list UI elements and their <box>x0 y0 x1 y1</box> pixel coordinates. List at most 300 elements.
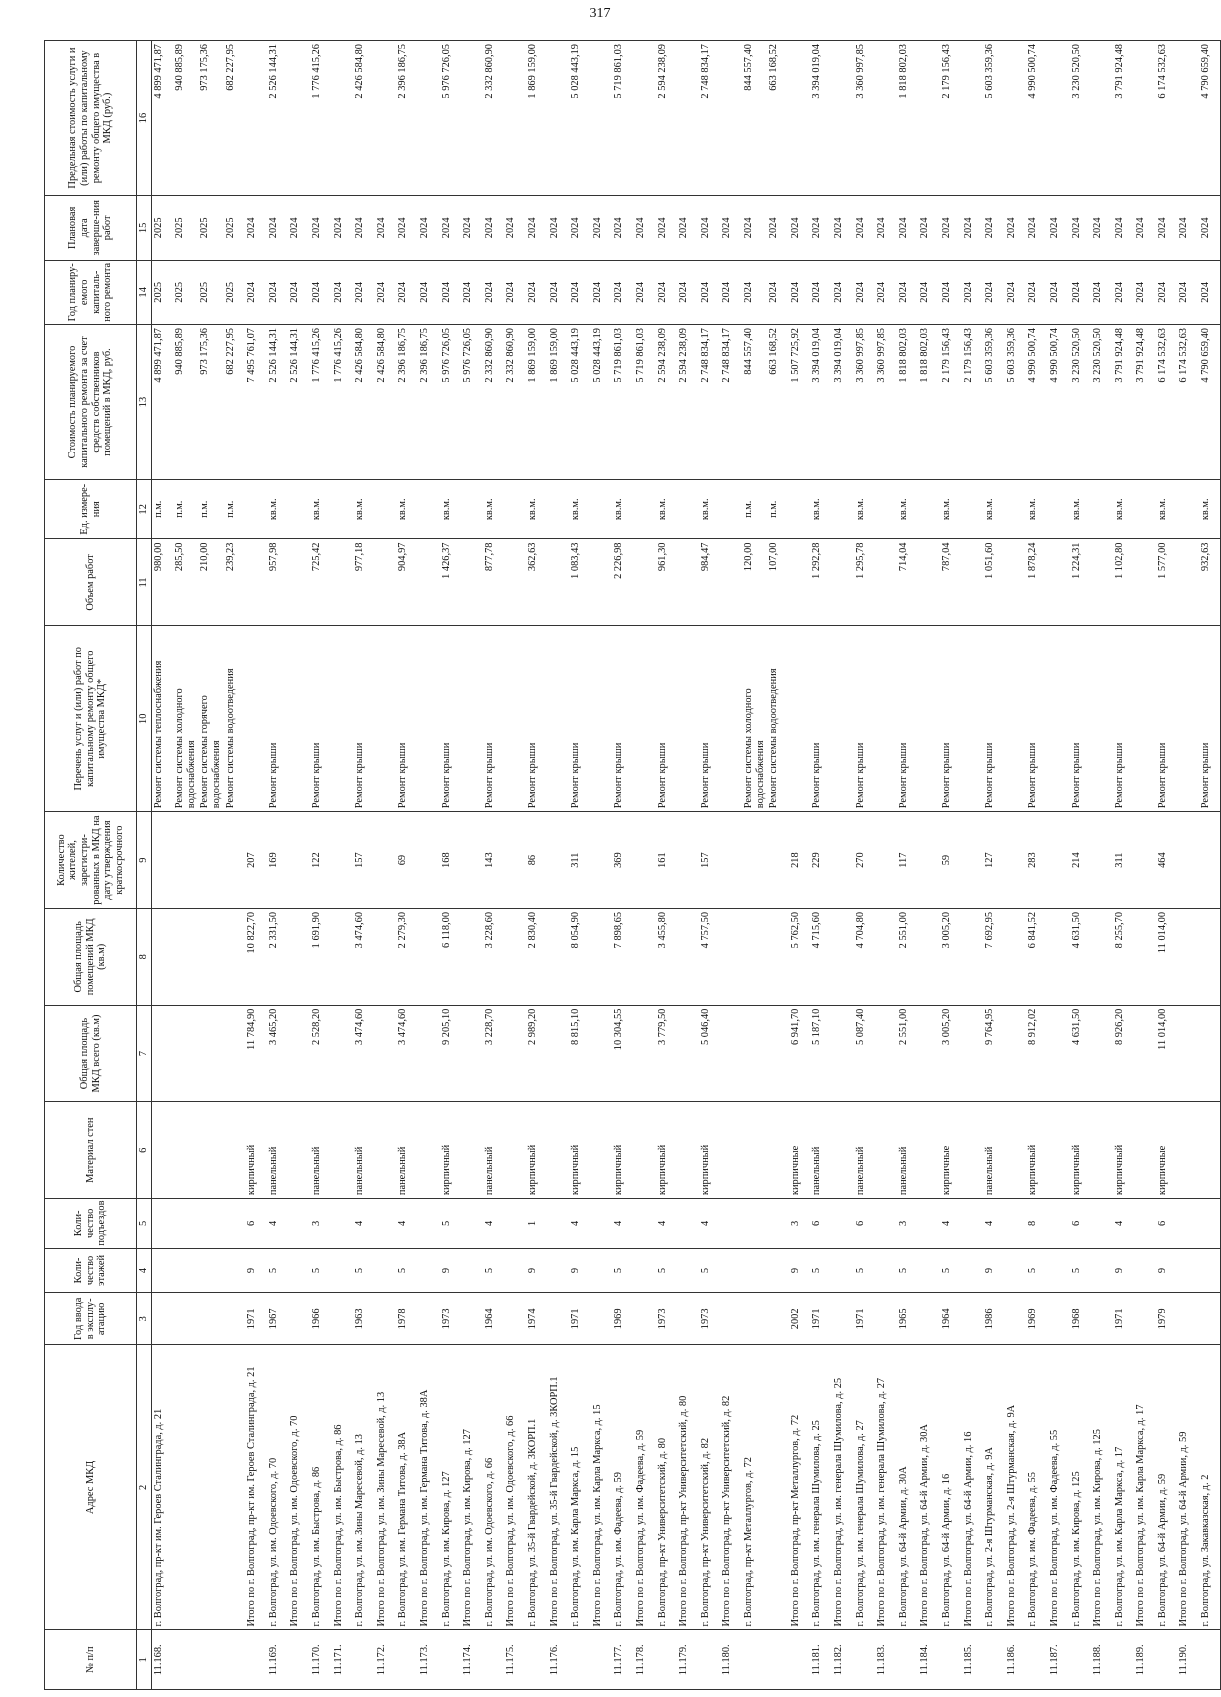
work-volume-cell <box>789 539 811 626</box>
entrances-cell: 4 <box>1113 1199 1135 1249</box>
completion-date-cell: 2024 <box>854 196 876 260</box>
work-type-cell: Ремонт системы холодного водоснабжения <box>742 626 767 812</box>
address-cell: г. Волгоград, ул. им. Быстрова, д. 86 <box>310 1345 332 1630</box>
limit-cost-cell: 4 899 471,87 <box>152 41 174 196</box>
residents-cell <box>1177 812 1199 909</box>
entrances-cell <box>962 1199 984 1249</box>
table-row <box>720 41 742 1690</box>
col-header: Материал стен <box>45 1102 137 1199</box>
work-volume-cell: 1 577,00 <box>1156 539 1178 626</box>
address-cell <box>198 1345 223 1630</box>
entrances-cell <box>832 1199 854 1249</box>
repair-year-cell: 2024 <box>677 260 699 324</box>
completion-date-cell: 2024 <box>656 196 678 260</box>
cost-cell: 1 776 415,26 <box>310 325 332 480</box>
unit-cell: кв.м. <box>854 480 876 540</box>
address-cell: Итого по г. Волгоград, ул. 64-й Армии, д. 16 <box>962 1345 984 1630</box>
completion-date-cell: 2024 <box>767 196 789 260</box>
row-number-cell <box>897 1630 919 1690</box>
table-row <box>1026 41 1048 1690</box>
year-built-cell <box>591 1293 613 1345</box>
unit-cell <box>875 480 897 540</box>
work-volume-cell <box>461 539 483 626</box>
limit-cost-cell: 5 028 443,19 <box>569 41 591 196</box>
total-area-cell <box>962 1005 984 1102</box>
row-number-cell <box>789 1630 811 1690</box>
work-volume-cell: 362,63 <box>526 539 548 626</box>
limit-cost-cell: 5 603 359,36 <box>983 41 1005 196</box>
cost-cell: 5 976 726,05 <box>461 325 483 480</box>
unit-cell: кв.м. <box>810 480 832 540</box>
wall-material-cell: кирпичный <box>612 1102 634 1199</box>
year-built-cell: 1971 <box>854 1293 876 1345</box>
premises-area-cell <box>1005 908 1027 1005</box>
premises-area-cell <box>677 908 699 1005</box>
premises-area-cell: 2 830,40 <box>526 908 548 1005</box>
completion-date-cell: 2024 <box>1048 196 1070 260</box>
limit-cost-cell: 3 394 019,04 <box>810 41 832 196</box>
work-type-cell <box>1177 626 1199 812</box>
floors-cell <box>875 1248 897 1293</box>
premises-area-cell <box>288 908 310 1005</box>
premises-area-cell: 3 228,60 <box>483 908 505 1005</box>
limit-cost-cell: 4 990 500,74 <box>1026 41 1048 196</box>
completion-date-cell: 2024 <box>832 196 854 260</box>
residents-cell <box>591 812 613 909</box>
total-area-cell: 9 764,95 <box>983 1005 1005 1102</box>
unit-cell <box>720 480 742 540</box>
cost-cell: 1 507 725,92 <box>789 325 811 480</box>
cost-cell: 5 719 861,03 <box>634 325 656 480</box>
repair-year-cell: 2024 <box>310 260 332 324</box>
limit-cost-cell <box>1048 41 1070 196</box>
repair-year-cell: 2024 <box>461 260 483 324</box>
entrances-cell: 4 <box>656 1199 678 1249</box>
limit-cost-cell <box>245 41 267 196</box>
repair-year-cell: 2024 <box>396 260 418 324</box>
row-number-cell: 11.170. <box>310 1630 332 1690</box>
table-row <box>1134 41 1156 1690</box>
completion-date-cell: 2024 <box>1026 196 1048 260</box>
floors-cell <box>1199 1248 1221 1293</box>
col-header: Адрес МКД <box>45 1345 137 1630</box>
floors-cell: 5 <box>656 1248 678 1293</box>
work-type-cell <box>789 626 811 812</box>
premises-area-cell <box>742 908 767 1005</box>
floors-cell: 5 <box>940 1248 962 1293</box>
work-type-cell: Ремонт крыши <box>1113 626 1135 812</box>
row-number-cell <box>1199 1630 1221 1690</box>
work-volume-cell <box>1177 539 1199 626</box>
col-number: 5 <box>137 1199 152 1249</box>
cost-cell: 6 174 532,63 <box>1156 325 1178 480</box>
address-cell <box>224 1345 246 1630</box>
premises-area-cell <box>1134 908 1156 1005</box>
year-built-cell: 1966 <box>310 1293 332 1345</box>
wall-material-cell: кирпичный <box>1113 1102 1135 1199</box>
year-built-cell <box>1134 1293 1156 1345</box>
col-number: 11 <box>137 539 152 626</box>
work-volume-cell: 1 426,37 <box>440 539 462 626</box>
floors-cell: 5 <box>1070 1248 1092 1293</box>
table-row <box>1005 41 1027 1690</box>
row-number-cell: 11.186. <box>1005 1630 1027 1690</box>
premises-area-cell <box>634 908 656 1005</box>
floors-cell <box>1005 1248 1027 1293</box>
address-cell: г. Волгоград, ул. 35-й Гвардейской, д. 3КОРП.1 <box>526 1345 548 1630</box>
entrances-cell: 4 <box>940 1199 962 1249</box>
limit-cost-cell: 5 976 726,05 <box>440 41 462 196</box>
total-area-cell: 3 474,60 <box>396 1005 418 1102</box>
work-type-cell: Ремонт крыши <box>854 626 876 812</box>
wall-material-cell: панельный <box>396 1102 418 1199</box>
year-built-cell: 1971 <box>245 1293 267 1345</box>
floors-cell <box>504 1248 526 1293</box>
total-area-cell <box>677 1005 699 1102</box>
entrances-cell <box>742 1199 767 1249</box>
unit-cell <box>375 480 397 540</box>
table-row <box>224 41 246 1690</box>
floors-cell <box>198 1248 223 1293</box>
address-cell: Итого по г. Волгоград, ул. им. Фадеева, д. 55 <box>1048 1345 1070 1630</box>
entrances-cell <box>504 1199 526 1249</box>
table-row <box>940 41 962 1690</box>
total-area-cell <box>332 1005 354 1102</box>
wall-material-cell: панельный <box>983 1102 1005 1199</box>
completion-date-cell: 2024 <box>440 196 462 260</box>
year-built-cell <box>875 1293 897 1345</box>
year-built-cell <box>288 1293 310 1345</box>
total-area-cell: 2 551,00 <box>897 1005 919 1102</box>
repair-year-cell: 2024 <box>526 260 548 324</box>
table-row <box>526 41 548 1690</box>
completion-date-cell: 2025 <box>152 196 174 260</box>
address-cell: г. Волгоград, ул. 64-й Армии, д. 59 <box>1156 1345 1178 1630</box>
address-cell: Итого по г. Волгоград, ул. им. генерала Шумилова, д. 25 <box>832 1345 854 1630</box>
table-row <box>310 41 332 1690</box>
total-area-cell: 4 631,50 <box>1070 1005 1092 1102</box>
total-area-cell: 2 989,20 <box>526 1005 548 1102</box>
work-type-cell <box>288 626 310 812</box>
repair-year-cell: 2024 <box>634 260 656 324</box>
limit-cost-cell <box>875 41 897 196</box>
completion-date-cell: 2024 <box>1177 196 1199 260</box>
residents-cell: 157 <box>699 812 721 909</box>
premises-area-cell: 2 551,00 <box>897 908 919 1005</box>
entrances-cell: 4 <box>983 1199 1005 1249</box>
residents-cell: 369 <box>612 812 634 909</box>
unit-cell: кв.м. <box>1199 480 1221 540</box>
residents-cell <box>288 812 310 909</box>
completion-date-cell: 2024 <box>677 196 699 260</box>
residents-cell: 207 <box>245 812 267 909</box>
address-cell: г. Волгоград, ул. им. Фадеева, д. 55 <box>1026 1345 1048 1630</box>
address-cell: г. Волгоград, ул. им. Кирова, д. 127 <box>440 1345 462 1630</box>
completion-date-cell: 2024 <box>918 196 940 260</box>
wall-material-cell <box>375 1102 397 1199</box>
year-built-cell: 1973 <box>699 1293 721 1345</box>
entrances-cell <box>1199 1199 1221 1249</box>
unit-cell <box>288 480 310 540</box>
cost-cell: 2 526 144,31 <box>267 325 289 480</box>
row-number-cell: 11.171. <box>332 1630 354 1690</box>
cost-cell: 5 603 359,36 <box>1005 325 1027 480</box>
work-volume-cell: 1 102,80 <box>1113 539 1135 626</box>
wall-material-cell <box>418 1102 440 1199</box>
cost-cell: 5 976 726,05 <box>440 325 462 480</box>
residents-cell <box>224 812 246 909</box>
repair-year-cell: 2024 <box>983 260 1005 324</box>
residents-cell <box>677 812 699 909</box>
work-type-cell: Ремонт крыши <box>353 626 375 812</box>
wall-material-cell: панельный <box>897 1102 919 1199</box>
residents-cell: 214 <box>1070 812 1092 909</box>
completion-date-cell: 2024 <box>940 196 962 260</box>
limit-cost-cell <box>375 41 397 196</box>
floors-cell <box>152 1248 174 1293</box>
entrances-cell: 4 <box>353 1199 375 1249</box>
cost-cell: 2 396 186,75 <box>418 325 440 480</box>
wall-material-cell: панельный <box>267 1102 289 1199</box>
residents-cell <box>832 812 854 909</box>
table-row <box>983 41 1005 1690</box>
completion-date-cell: 2024 <box>245 196 267 260</box>
address-cell: г. Волгоград, пр-кт Металлургов, д. 72 <box>742 1345 767 1630</box>
col-header: Год ввода в эксплу-атацию <box>45 1293 137 1345</box>
col-number: 1 <box>137 1630 152 1690</box>
year-built-cell: 1973 <box>656 1293 678 1345</box>
work-volume-cell <box>918 539 940 626</box>
year-built-cell: 1971 <box>1113 1293 1135 1345</box>
wall-material-cell <box>548 1102 570 1199</box>
year-built-cell <box>152 1293 174 1345</box>
work-type-cell <box>1134 626 1156 812</box>
col-header: Год планиру-емого капиталь-ного ремонта <box>45 260 137 324</box>
floors-cell: 9 <box>569 1248 591 1293</box>
total-area-cell: 3 465,20 <box>267 1005 289 1102</box>
cost-cell: 973 175,36 <box>198 325 223 480</box>
work-volume-cell: 1 295,78 <box>854 539 876 626</box>
floors-cell <box>1177 1248 1199 1293</box>
year-built-cell: 1973 <box>440 1293 462 1345</box>
address-cell: г. Волгоград, ул. им. Одоевского, д. 66 <box>483 1345 505 1630</box>
completion-date-cell: 2024 <box>810 196 832 260</box>
year-built-cell <box>767 1293 789 1345</box>
address-cell: г. Волгоград, ул. им. Фадеева, д. 59 <box>612 1345 634 1630</box>
entrances-cell <box>1177 1199 1199 1249</box>
total-area-cell: 11 014,00 <box>1156 1005 1178 1102</box>
year-built-cell <box>548 1293 570 1345</box>
unit-cell <box>918 480 940 540</box>
table-body <box>152 41 1221 1690</box>
row-number-cell <box>742 1630 767 1690</box>
total-area-cell <box>548 1005 570 1102</box>
col-header: Объем работ <box>45 539 137 626</box>
entrances-cell <box>173 1199 198 1249</box>
total-area-cell: 6 941,70 <box>789 1005 811 1102</box>
address-cell: г. Волгоград, ул. 2-я Штурманская, д. 9А <box>983 1345 1005 1630</box>
work-type-cell: Ремонт крыши <box>310 626 332 812</box>
work-type-cell <box>677 626 699 812</box>
year-built-cell <box>1177 1293 1199 1345</box>
limit-cost-cell: 5 719 861,03 <box>612 41 634 196</box>
table-row <box>245 41 267 1690</box>
col-header: Стоимость планируемого капитального ремонта за счет средств собственников помещений в МКД, руб. <box>45 325 137 480</box>
premises-area-cell: 3 005,20 <box>940 908 962 1005</box>
limit-cost-cell: 663 168,52 <box>767 41 789 196</box>
work-volume-cell <box>962 539 984 626</box>
unit-cell: кв.м. <box>1113 480 1135 540</box>
entrances-cell: 3 <box>789 1199 811 1249</box>
work-type-cell <box>504 626 526 812</box>
repair-year-cell: 2024 <box>854 260 876 324</box>
total-area-cell: 8 926,20 <box>1113 1005 1135 1102</box>
entrances-cell <box>720 1199 742 1249</box>
cost-cell: 5 719 861,03 <box>612 325 634 480</box>
table-row <box>288 41 310 1690</box>
unit-cell: кв.м. <box>1070 480 1092 540</box>
limit-cost-cell <box>418 41 440 196</box>
year-built-cell <box>418 1293 440 1345</box>
col-header: Плановая дата заверше-ния работ <box>45 196 137 260</box>
table-row <box>1156 41 1178 1690</box>
row-number-cell: 11.177. <box>612 1630 634 1690</box>
completion-date-cell: 2024 <box>267 196 289 260</box>
wall-material-cell: кирпичный <box>656 1102 678 1199</box>
floors-cell: 5 <box>612 1248 634 1293</box>
row-number-cell <box>483 1630 505 1690</box>
row-number-cell: 11.174. <box>461 1630 483 1690</box>
repair-year-cell: 2024 <box>245 260 267 324</box>
cost-cell: 5 028 443,19 <box>569 325 591 480</box>
limit-cost-cell: 3 360 997,85 <box>854 41 876 196</box>
work-type-cell <box>1048 626 1070 812</box>
floors-cell <box>742 1248 767 1293</box>
table-row <box>962 41 984 1690</box>
total-area-cell: 5 187,10 <box>810 1005 832 1102</box>
row-number-cell <box>1113 1630 1135 1690</box>
entrances-cell: 4 <box>699 1199 721 1249</box>
address-cell: г. Волгоград, ул. им. генерала Шумилова, д. 27 <box>854 1345 876 1630</box>
wall-material-cell <box>634 1102 656 1199</box>
residents-cell: 127 <box>983 812 1005 909</box>
repair-year-cell: 2024 <box>569 260 591 324</box>
total-area-cell <box>767 1005 789 1102</box>
address-cell <box>173 1345 198 1630</box>
floors-cell <box>461 1248 483 1293</box>
address-cell: Итого по г. Волгоград, пр-кт им. Героев Сталинграда, д. 21 <box>245 1345 267 1630</box>
work-volume-cell: 787,04 <box>940 539 962 626</box>
row-number-cell: 11.173. <box>418 1630 440 1690</box>
entrances-cell <box>875 1199 897 1249</box>
cost-cell: 4 899 471,87 <box>152 325 174 480</box>
completion-date-cell: 2024 <box>1134 196 1156 260</box>
row-number-cell <box>940 1630 962 1690</box>
entrances-cell: 6 <box>245 1199 267 1249</box>
repair-year-cell: 2024 <box>353 260 375 324</box>
wall-material-cell <box>1091 1102 1113 1199</box>
unit-cell: п.м. <box>742 480 767 540</box>
residents-cell <box>720 812 742 909</box>
col-number: 16 <box>137 41 152 196</box>
premises-area-cell <box>224 908 246 1005</box>
completion-date-cell: 2024 <box>875 196 897 260</box>
table-row <box>569 41 591 1690</box>
table-row <box>634 41 656 1690</box>
wall-material-cell: кирпичный <box>569 1102 591 1199</box>
wall-material-cell <box>461 1102 483 1199</box>
page-number: 317 <box>589 6 611 21</box>
residents-cell <box>875 812 897 909</box>
year-built-cell: 1971 <box>810 1293 832 1345</box>
row-number-cell: 11.176. <box>548 1630 570 1690</box>
repair-year-cell: 2024 <box>1070 260 1092 324</box>
floors-cell <box>548 1248 570 1293</box>
completion-date-cell: 2024 <box>353 196 375 260</box>
work-type-cell: Ремонт крыши <box>1199 626 1221 812</box>
row-number-cell <box>396 1630 418 1690</box>
address-cell: г. Волгоград, ул. им. Карла Маркса, д. 15 <box>569 1345 591 1630</box>
work-type-cell <box>634 626 656 812</box>
total-area-cell: 3 228,70 <box>483 1005 505 1102</box>
cost-cell: 2 526 144,31 <box>288 325 310 480</box>
completion-date-cell: 2024 <box>612 196 634 260</box>
limit-cost-cell: 2 526 144,31 <box>267 41 289 196</box>
address-cell <box>767 1345 789 1630</box>
completion-date-cell: 2024 <box>375 196 397 260</box>
entrances-cell: 8 <box>1026 1199 1048 1249</box>
entrances-cell <box>288 1199 310 1249</box>
unit-cell: кв.м. <box>612 480 634 540</box>
repair-year-cell: 2024 <box>1177 260 1199 324</box>
floors-cell: 5 <box>353 1248 375 1293</box>
wall-material-cell: кирпичные <box>789 1102 811 1199</box>
completion-date-cell: 2024 <box>789 196 811 260</box>
floors-cell: 9 <box>1156 1248 1178 1293</box>
premises-area-cell: 10 822,70 <box>245 908 267 1005</box>
col-number: 8 <box>137 908 152 1005</box>
cost-cell: 3 230 520,50 <box>1091 325 1113 480</box>
premises-area-cell <box>591 908 613 1005</box>
limit-cost-cell <box>504 41 526 196</box>
wall-material-cell <box>677 1102 699 1199</box>
year-built-cell <box>742 1293 767 1345</box>
work-type-cell <box>875 626 897 812</box>
entrances-cell: 4 <box>612 1199 634 1249</box>
col-number: 3 <box>137 1293 152 1345</box>
address-cell: Итого по г. Волгоград, ул. им. Фадеева, д. 59 <box>634 1345 656 1630</box>
year-built-cell: 2002 <box>789 1293 811 1345</box>
limit-cost-cell: 6 174 532,63 <box>1156 41 1178 196</box>
total-area-cell <box>1134 1005 1156 1102</box>
col-number: 12 <box>137 480 152 540</box>
repair-year-cell: 2025 <box>224 260 246 324</box>
total-area-cell <box>1048 1005 1070 1102</box>
row-number-cell <box>288 1630 310 1690</box>
entrances-cell <box>332 1199 354 1249</box>
table-row <box>461 41 483 1690</box>
row-number-cell: 11.189. <box>1134 1630 1156 1690</box>
premises-area-cell: 6 841,52 <box>1026 908 1048 1005</box>
entrances-cell: 3 <box>897 1199 919 1249</box>
work-volume-cell: 984,47 <box>699 539 721 626</box>
total-area-cell <box>504 1005 526 1102</box>
completion-date-cell: 2025 <box>173 196 198 260</box>
year-built-cell: 1969 <box>612 1293 634 1345</box>
completion-date-cell: 2024 <box>504 196 526 260</box>
residents-cell: 283 <box>1026 812 1048 909</box>
entrances-cell: 6 <box>854 1199 876 1249</box>
